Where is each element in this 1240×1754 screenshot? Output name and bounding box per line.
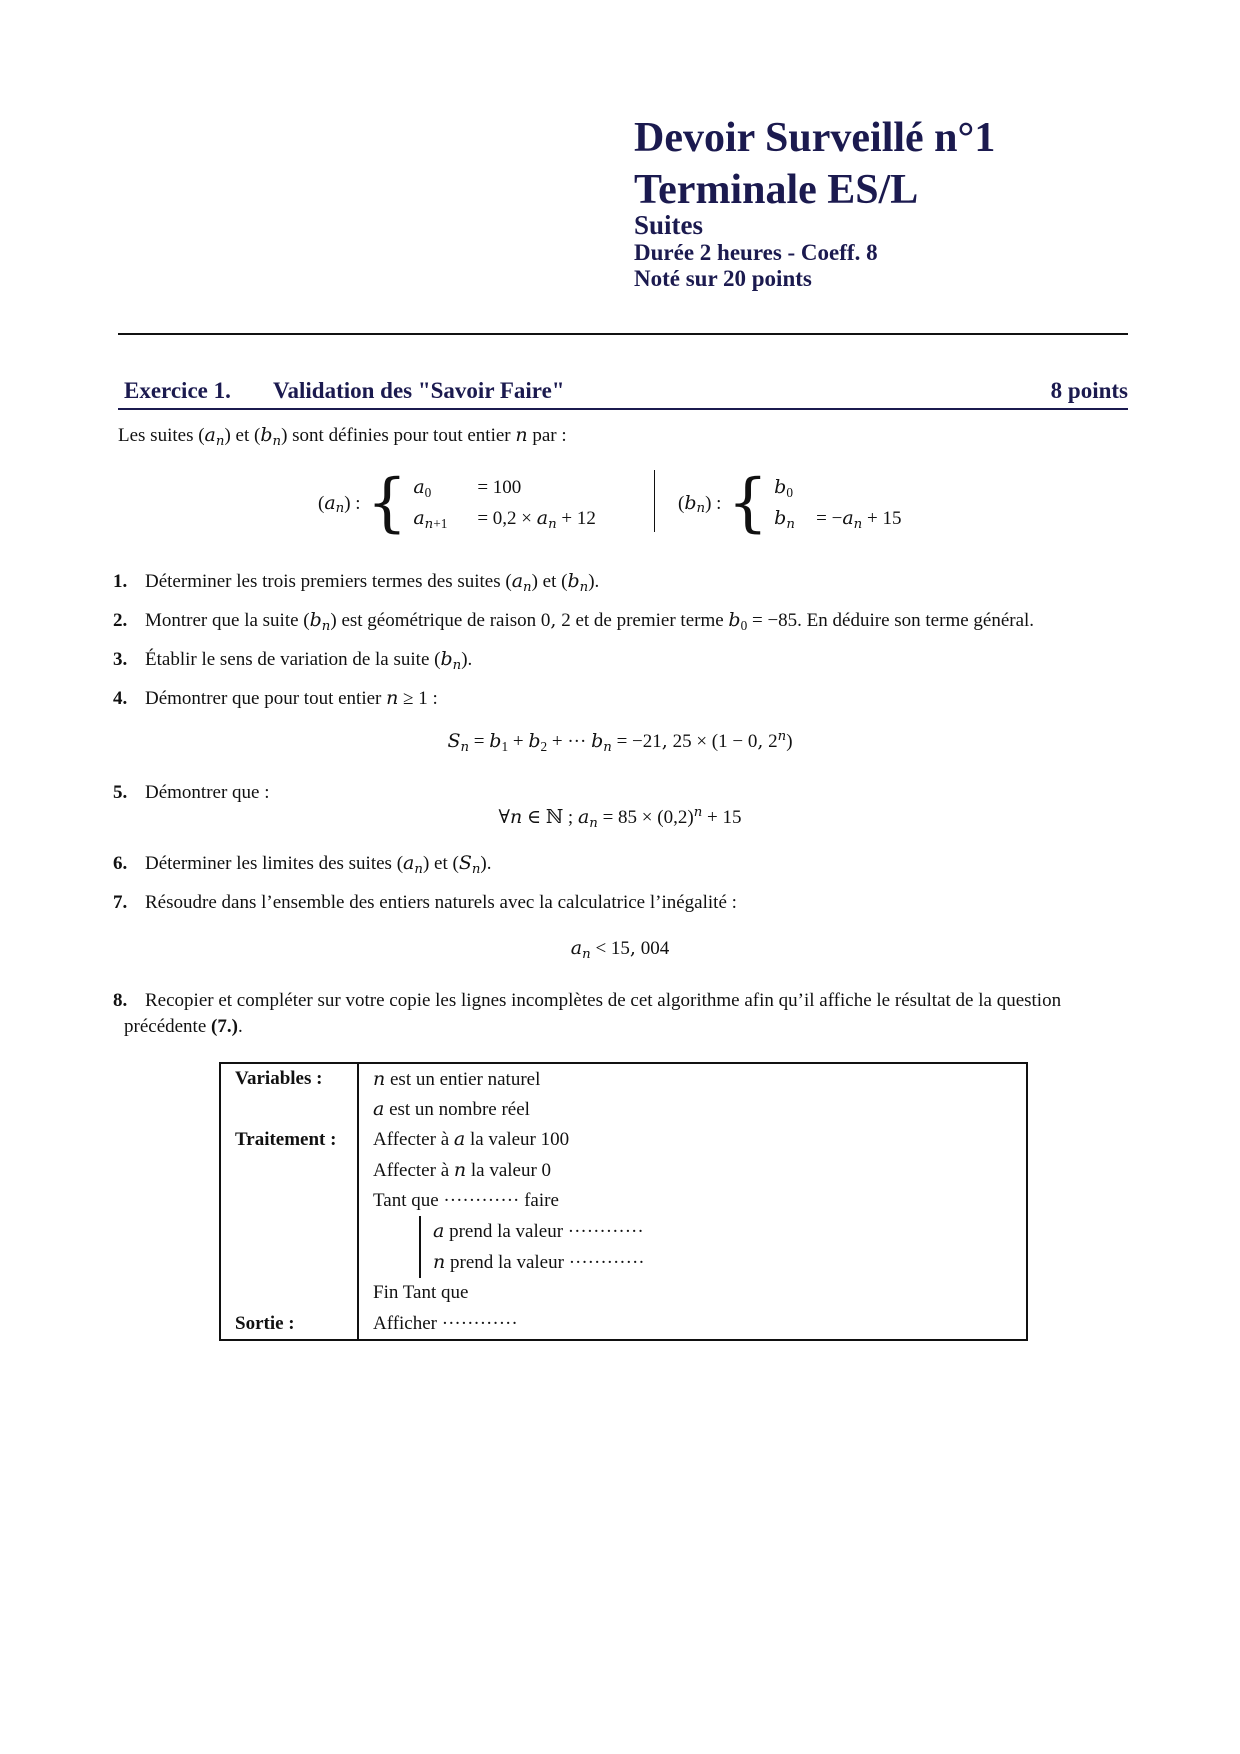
header-divider (118, 333, 1128, 335)
sequence-a-definition: $(a_n)$ : { $a_0 = 100$ $a_{n+1} = 0,2 \times a_n + 12$ (318, 466, 596, 540)
document-header (634, 112, 995, 292)
question-4: 4. Démontrer que pour tout entier n ≥ 1 : (113, 687, 438, 709)
sequence-b-definition: $(b_n)$ : { $b_0$ $b_n = -a_n + 15$ (678, 466, 902, 540)
system-separator (654, 470, 655, 532)
label-traitement: Traitement : (220, 1125, 358, 1155)
algo-line-8: Fin Tant que (373, 1282, 469, 1304)
algo-line-9: Afficher ············ (373, 1312, 518, 1334)
duration: Durée 2 heures - Coeff. 8 (634, 240, 878, 265)
question-5: 5. Démontrer que : (113, 782, 270, 803)
algo-line-4: Affecter à n la valeur 0 (373, 1158, 552, 1181)
exercise-title: Validation des "Savoir Faire" (273, 378, 565, 403)
subject: Suites (634, 210, 704, 240)
question-2: 2. Montrer que la suite $(b_n)$ est géométrique de raison 0, 2 et de premier terme $b_0 = -85$. En déduire son terme général. (113, 609, 1035, 634)
formula-an: ∀n ∈ ℕ ; $a_n = 85 \times (0,2)^n + 15$ (498, 805, 742, 831)
algo-line-1: n est un entier naturel (373, 1067, 541, 1090)
question-7: 7. Résoudre dans l’ensemble des entiers naturels avec la calculatrice l’inégalité : (113, 892, 737, 913)
algo-line-3: Affecter à a la valeur 100 (373, 1128, 570, 1151)
exercise-points: 8 points (1050, 378, 1128, 403)
label-variables: Variables : (220, 1063, 358, 1094)
question-8: 8. Recopier et compléter sur votre copie les lignes incomplètes de cet algorithme afin qu’il affiche le résultat de la question précédente (7.). (113, 990, 1062, 1037)
formula-inequality: $a_n < 15$, 004 (570, 937, 670, 962)
intro-text: Les suites $(a_n)$ et $(b_n)$ sont définies pour tout entier n par : (118, 424, 567, 449)
grading: Noté sur 20 points (634, 266, 812, 291)
label-sortie: Sortie : (220, 1308, 358, 1339)
algo-loop-body-2: n prend la valeur ············ (358, 1247, 1027, 1278)
formula-sum: $S_n = b_1 + b_2$ + ··· $b_n = -21$, 25 × (1 − 0, 2$^n$) (447, 729, 793, 755)
document-title: Devoir Surveillé n°1 (634, 115, 996, 161)
exercise-header (118, 378, 1128, 410)
algo-line-5: Tant que ············ faire (373, 1189, 559, 1211)
algorithm-table (219, 1062, 1028, 1341)
algo-loop-body: a prend la valeur ············ (358, 1216, 1027, 1247)
exercise-label: Exercice 1. (124, 378, 231, 403)
question-1: 1. Déterminer les trois premiers termes des suites $(a_n)$ et $(b_n)$. (113, 570, 600, 595)
question-6: 6. Déterminer les limites des suites $(a_n)$ et $(S_n)$. (113, 852, 492, 877)
question-3: 3. Établir le sens de variation de la suite $(b_n)$. (113, 648, 473, 673)
class-name: Terminale ES/L (634, 167, 919, 213)
algo-line-2: a est un nombre réel (373, 1098, 530, 1121)
